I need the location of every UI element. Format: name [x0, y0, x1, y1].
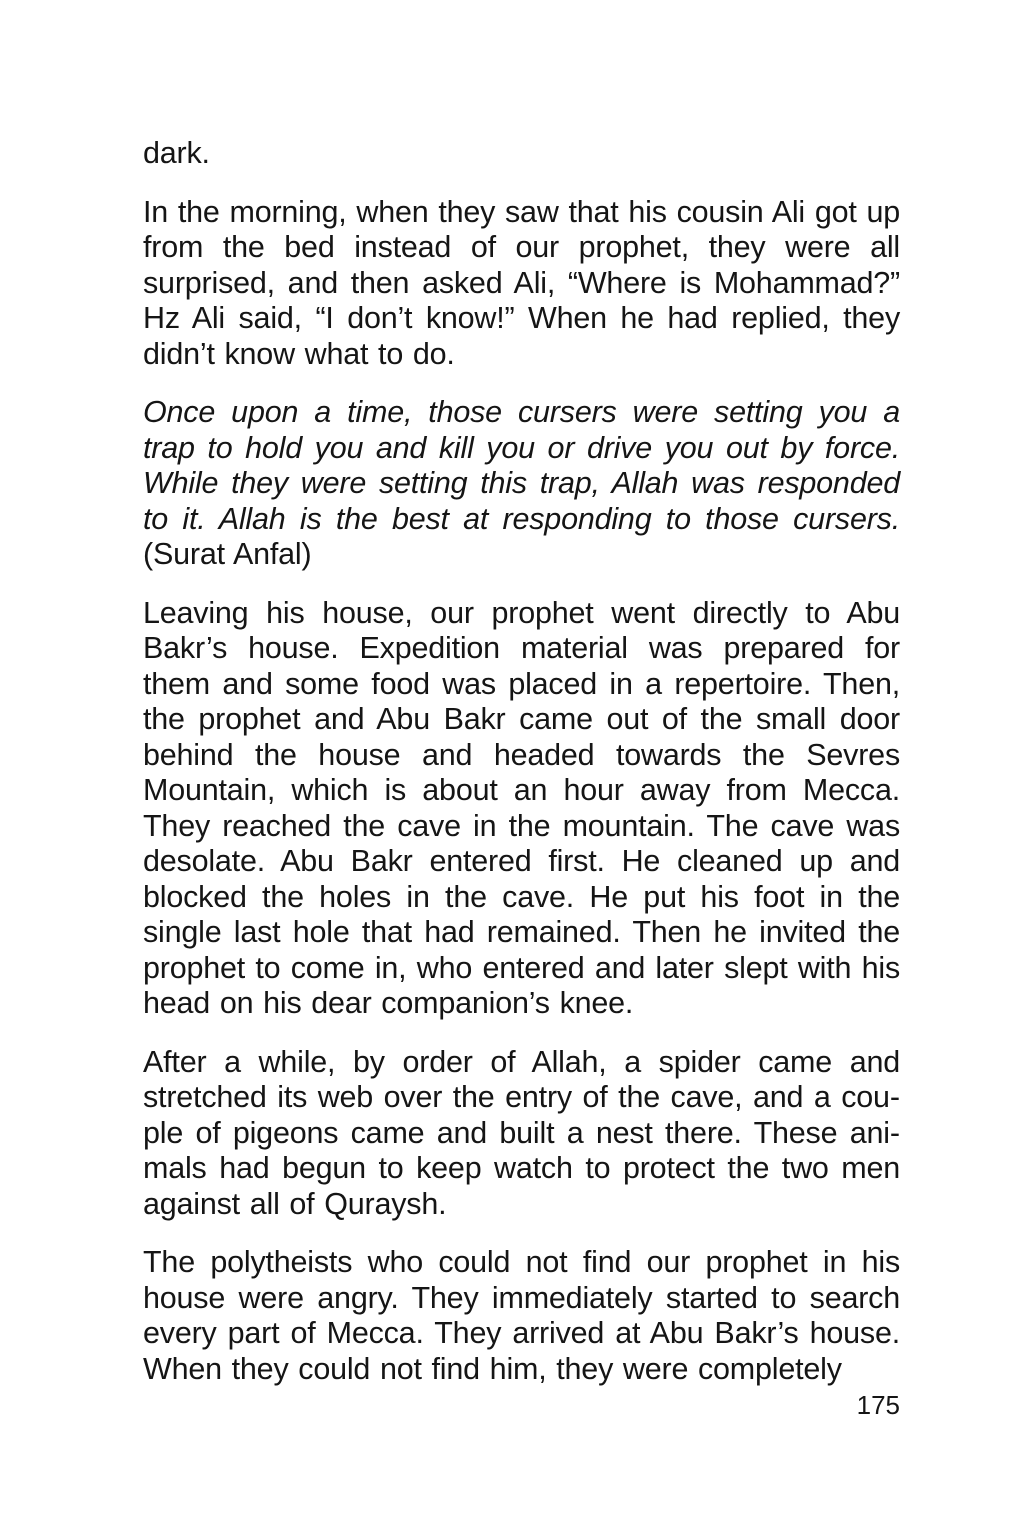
paragraph-morning: In the morning, when they saw that his cousin Ali got up from the bed instead of our prophet, they were all surprised, and then asked Ali, “Where is Mohammad?” Hz Ali said, “I don’t know!” When he had replied, they didn’t know what to do. [143, 194, 900, 371]
paragraph-leaving-house: Leaving his house, our prophet went directly to Abu Bakr’s house. Expedition material was prepared for them and some food was placed in a repertoire. Then, the prophet and Abu Bakr came out of the small door behind the house and headed towards the Sevres Mountain, which is about an hour away from Mecca. They reached the cave in the mountain. The cave was desolate. Abu Bakr entered first. He cleaned up and blocked the holes in the cave. He put his foot in the single last hole that had remained. Then he invited the prophet to come in, who entered and later slept with his head on his dear companion’s knee. [143, 595, 900, 1020]
paragraph-spider-pigeons: After a while, by order of Allah, a spider came and stretched its web over the entry of the cave, and a couple of pigeons came and built a nest there. These animals had begun to keep watch to protect the two men against all of Quraysh. [143, 1044, 900, 1221]
paragraph-quran-quote [143, 395, 900, 573]
paragraph-polytheists: The polytheists who could not find our prophet in his house were angry. They immediately started to search every part of Mecca. They arrived at Abu Bakr’s house. When they could not find him, they were completely [143, 1245, 900, 1386]
paragraph-dark: dark. [143, 136, 210, 170]
quote-source: (Surat Anfal) [143, 537, 312, 571]
page-number: 175 [856, 1390, 900, 1420]
text-block [143, 136, 900, 1420]
quote-text: Once upon a time, those cursers were setting you a trap to hold you and kill you or drive you out by force. While they were setting this trap, Allah was responded to it. Allah is the best at responding to those cursers. [143, 395, 900, 536]
